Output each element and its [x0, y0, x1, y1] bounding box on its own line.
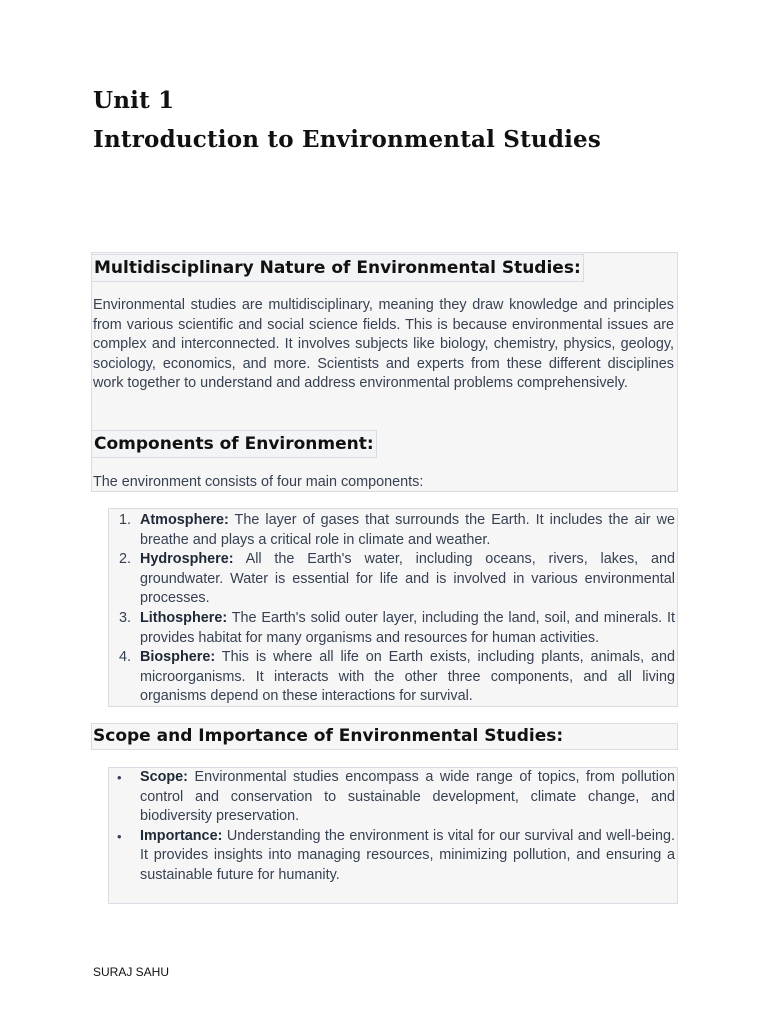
list-marker: 2. [118, 551, 131, 568]
section-heading-components: Components of Environment: [91, 430, 377, 458]
components-list [109, 511, 675, 707]
multidisciplinary-paragraph: Environmental studies are multidisciplinary, meaning they draw knowledge and principles from various scientific and social science fields. This is because environmental issues are complex and interconnected. It involves subjects like biology, chemistry, physics, geology, sociology, economics, and more. Scientists and experts from these different disciplines work together to understand and address environmental problems comprehensively. [93, 297, 674, 392]
footer-author: SURAJ SAHU [93, 965, 170, 979]
term-importance: Importance: [140, 827, 223, 844]
list-item [109, 648, 675, 707]
section-heading-scope: Scope and Importance of Environmental Studies: [93, 726, 564, 746]
term-scope: Scope: [140, 769, 188, 785]
definition-text: Environmental studies encompass a wide range of topics, from pollution control and conservation to sustainable development, climate change, and biodiversity preservation. [140, 769, 675, 825]
definition-text: All the Earth's water, including oceans, rivers, lakes, and groundwater. Water is essential for life and is involved in various environmental processes. [140, 551, 675, 607]
term-atmosphere: Atmosphere: [140, 512, 229, 528]
list-item [109, 609, 675, 648]
list-item [109, 827, 675, 886]
components-intro: The environment consists of four main components: [93, 474, 424, 490]
list-item [109, 550, 675, 609]
definition-text: The layer of gases that surrounds the Earth. It includes the air we breathe and plays a critical role in climate and weather. [140, 512, 675, 548]
page-title: Introduction to Environmental Studies [93, 126, 602, 153]
list-marker: 4. [118, 649, 131, 666]
unit-title: Unit 1 [93, 87, 175, 114]
list-item [109, 768, 675, 827]
definition-text: The Earth's solid outer layer, including the land, soil, and minerals. It provides habitat for many organisms and resources for human activities. [140, 609, 675, 646]
term-lithosphere: Lithosphere: [140, 609, 228, 626]
list-marker: 3. [118, 609, 131, 626]
term-hydrosphere: Hydrosphere: [140, 551, 234, 568]
section-heading-multidisciplinary: Multidisciplinary Nature of Environmental Studies: [91, 254, 584, 282]
definition-text: This is where all life on Earth exists, including plants, animals, and microorganisms. It interacts with the other three components, and all living organisms depend on these interactions for survival. [140, 649, 675, 705]
bullet-marker: • [117, 828, 122, 844]
term-biosphere: Biosphere: [140, 649, 216, 666]
definition-text: Understanding the environment is vital for our survival and well-being. It provides insights into managing resources, minimizing pollution, and ensuring a sustainable future for humanity. [140, 827, 675, 883]
list-item [109, 511, 675, 550]
list-marker: 1. [118, 512, 131, 528]
bullet-marker: • [117, 770, 122, 785]
scope-list [109, 768, 675, 886]
